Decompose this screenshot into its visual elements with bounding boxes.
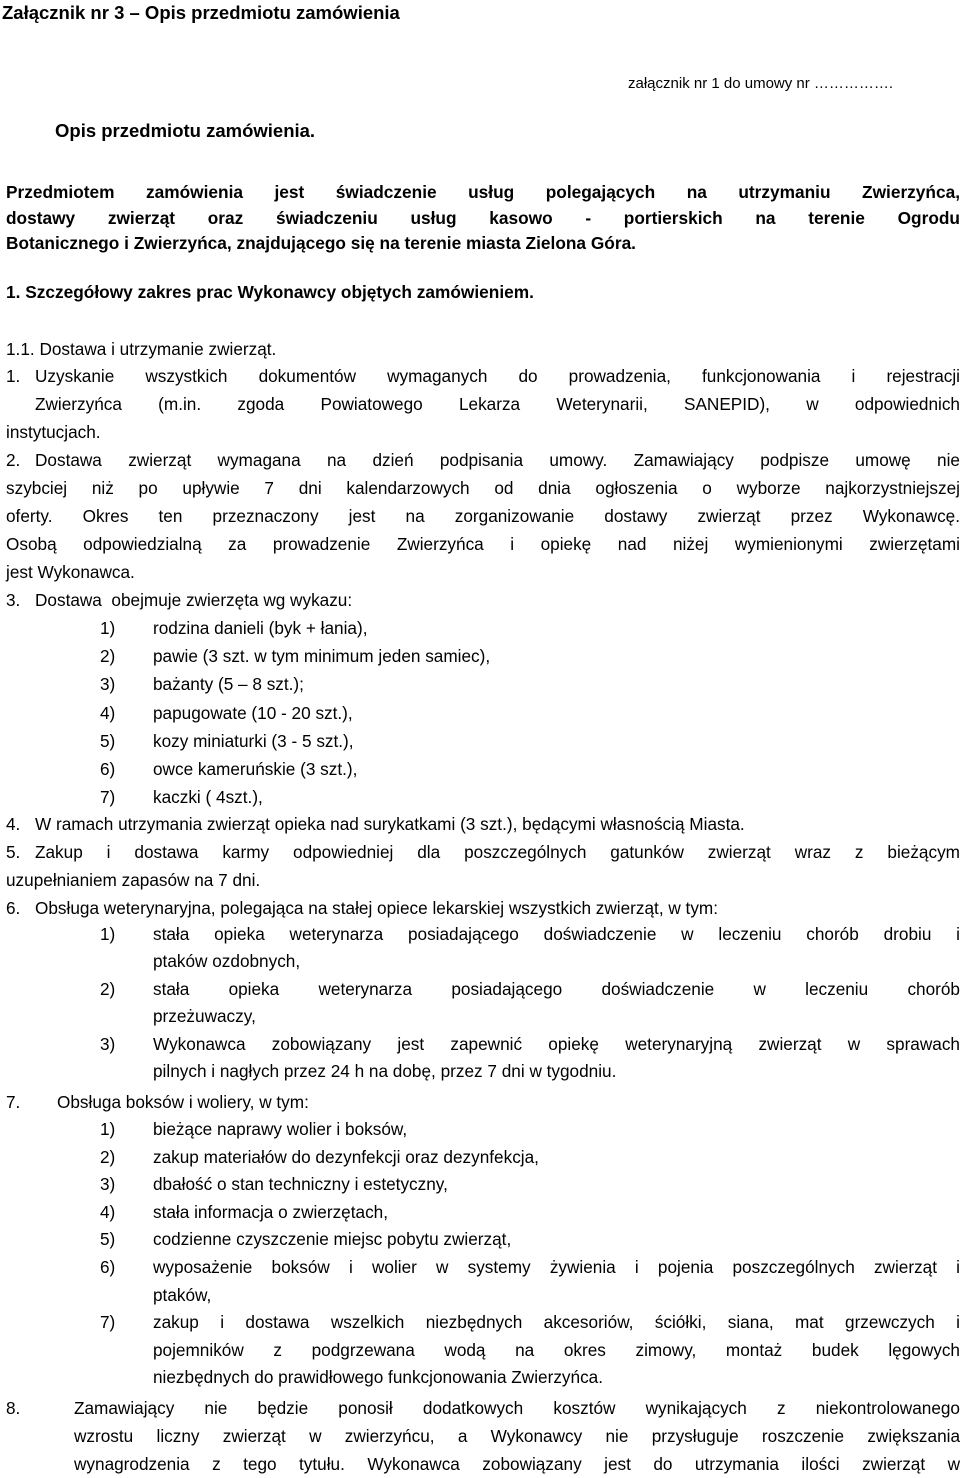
item-text: Dostawa obejmuje zwierzęta wg wykazu: (35, 590, 353, 610)
item-number: 6) (100, 759, 116, 779)
item-text: kaczki ( 4szt.), (153, 787, 263, 808)
item-number: 2. (6, 450, 21, 470)
item-number: 8. (6, 1398, 21, 1418)
item-line: pojemników z podgrzewana wodą na okres zimowy, montaż budek lęgowych (153, 1339, 960, 1360)
item-number: 2) (100, 1146, 116, 1167)
intro-line: Przedmiotem zamówienia jest świadczenie usług polegających na utrzymaniu Zwierzyńca, (6, 182, 960, 202)
item-number: 7) (100, 787, 116, 808)
item-line: dbałość o stan techniczny i estetyczny, (153, 1174, 448, 1195)
item-text: bażanty (5 – 8 szt.); (153, 674, 304, 695)
item-line: pilnych i nagłych przez 24 h na dobę, przez 7 dni w tygodniu. (153, 1060, 617, 1081)
item-number: 4. (6, 814, 21, 834)
item-text: Obsługa weterynaryjna, polegająca na stałej opiece lekarskiej wszystkich zwierząt, w tym: (35, 898, 719, 918)
intro-line: Botanicznego i Zwierzyńca, znajdującego się na terenie miasta Zielona Góra. (6, 233, 636, 254)
header-title: Załącznik nr 3 – Opis przedmiotu zamówienia (2, 2, 400, 23)
item-number: 3) (100, 1174, 116, 1195)
item-number: 7. (6, 1092, 21, 1112)
item-line: ptaków ozdobnych, (153, 951, 301, 972)
item-line: uzupełnianiem zapasów na 7 dni. (6, 870, 261, 890)
item-number: 5. (6, 842, 21, 862)
item-line: Wykonawca zobowiązany jest zapewnić opiekę weterynaryjną zwierząt w sprawach (153, 1033, 960, 1054)
item-line: oferty. Okres ten przeznaczony jest na zorganizowanie dostawy zwierząt przez Wykonawcę. (6, 506, 960, 526)
item-text: papugowate (10 - 20 szt.), (153, 702, 353, 723)
item-number: 2) (100, 646, 116, 667)
item-text: W ramach utrzymania zwierząt opieka nad surykatkami (3 szt.), będącymi własnością Miasta. (35, 814, 745, 834)
item-number: 1) (100, 1119, 116, 1139)
document-title: Opis przedmiotu zamówienia. (55, 120, 316, 141)
item-number: 4) (100, 1201, 116, 1222)
item-line: przeżuwaczy, (153, 1006, 256, 1027)
section-heading-1: 1. Szczegółowy zakres prac Wykonawcy objętych zamówieniem. (6, 282, 534, 302)
item-line: Uzyskanie wszystkich dokumentów wymaganych do prowadzenia, funkcjonowania i rejestracji (35, 366, 960, 386)
item-line: jest Wykonawca. (6, 562, 135, 582)
item-number: 1) (100, 618, 116, 638)
item-line: wzrostu liczny zwierząt w zwierzyńcu, a Wykonawcy nie przysługuje roszczenie zwiększania (74, 1426, 960, 1446)
intro-line: dostawy zwierząt oraz świadczeniu usług kasowo - portierskich na terenie Ogrodu (6, 207, 960, 228)
item-text: Obsługa boksów i woliery, w tym: (57, 1092, 309, 1112)
item-text: owce kameruńskie (3 szt.), (153, 759, 358, 779)
item-line: ptaków, (153, 1284, 212, 1305)
item-number: 3) (100, 1033, 116, 1054)
item-line: niezbędnych do prawidłowego funkcjonowania Zwierzyńca. (153, 1367, 603, 1388)
item-number: 3. (6, 590, 21, 610)
item-number: 5) (100, 1229, 116, 1250)
item-number: 3) (100, 674, 116, 695)
item-number: 1) (100, 924, 116, 944)
item-line: szybciej niż po upływie 7 dni kalendarzowych od dnia ogłoszenia o wyborze najkorzystniejszej (6, 478, 960, 498)
item-number: 6) (100, 1257, 116, 1277)
item-line: Osobą odpowiedzialną za prowadzenie Zwierzyńca i opiekę nad niżej wymienionymi zwierzętami (6, 534, 960, 554)
item-number: 6. (6, 898, 21, 918)
item-line: stała informacja o zwierzętach, (153, 1201, 388, 1222)
item-text: kozy miniaturki (3 - 5 szt.), (153, 730, 354, 751)
item-text: rodzina danieli (byk + łania), (153, 618, 368, 638)
item-line: wyposażenie boksów i wolier w systemy żywienia i pojenia poszczególnych zwierząt i (153, 1257, 960, 1277)
contract-reference: załącznik nr 1 do umowy nr ……………. (628, 75, 894, 92)
item-line: Dostawa zwierząt wymagana na dzień podpisania umowy. Zamawiający podpisze umowę nie (35, 450, 960, 470)
item-number: 7) (100, 1312, 116, 1333)
item-line: Zamawiający nie będzie ponosił dodatkowych kosztów wynikających z niekontrolowanego (74, 1398, 960, 1418)
item-line: wynagrodzenia z tego tytułu. Wykonawca zobowiązany jest do utrzymania ilości zwierząt w (74, 1454, 960, 1474)
item-line: Zakup i dostawa karmy odpowiedniej dla poszczególnych gatunków zwierząt wraz z bieżącym (35, 842, 960, 862)
item-line: bieżące naprawy wolier i boksów, (153, 1119, 408, 1139)
item-line: codzienne czyszczenie miejsc pobytu zwierząt, (153, 1229, 512, 1250)
item-line: stała opieka weterynarza posiadającego doświadczenie w leczeniu chorób drobiu i (153, 924, 960, 944)
item-line: zakup materiałów do dezynfekcji oraz dezynfekcja, (153, 1146, 539, 1167)
subsection-heading-1-1: 1.1. Dostawa i utrzymanie zwierząt. (6, 339, 277, 359)
item-line: instytucjach. (6, 422, 101, 442)
item-number: 5) (100, 730, 116, 751)
item-line: Zwierzyńca (m.in. zgoda Powiatowego Lekarza Weterynarii, SANEPID), w odpowiednich (35, 394, 960, 414)
intro-paragraph (6, 180, 960, 257)
item-number: 1. (6, 366, 21, 386)
item-text: pawie (3 szt. w tym minimum jeden samiec), (153, 646, 491, 667)
item-line: stała opieka weterynarza posiadającego doświadczenie w leczeniu chorób (153, 978, 960, 999)
item-number: 2) (100, 978, 116, 999)
item-line: zakup i dostawa wszelkich niezbędnych akcesoriów, ściółki, siana, mat grzewczych i (153, 1312, 960, 1333)
item-number: 4) (100, 702, 116, 723)
